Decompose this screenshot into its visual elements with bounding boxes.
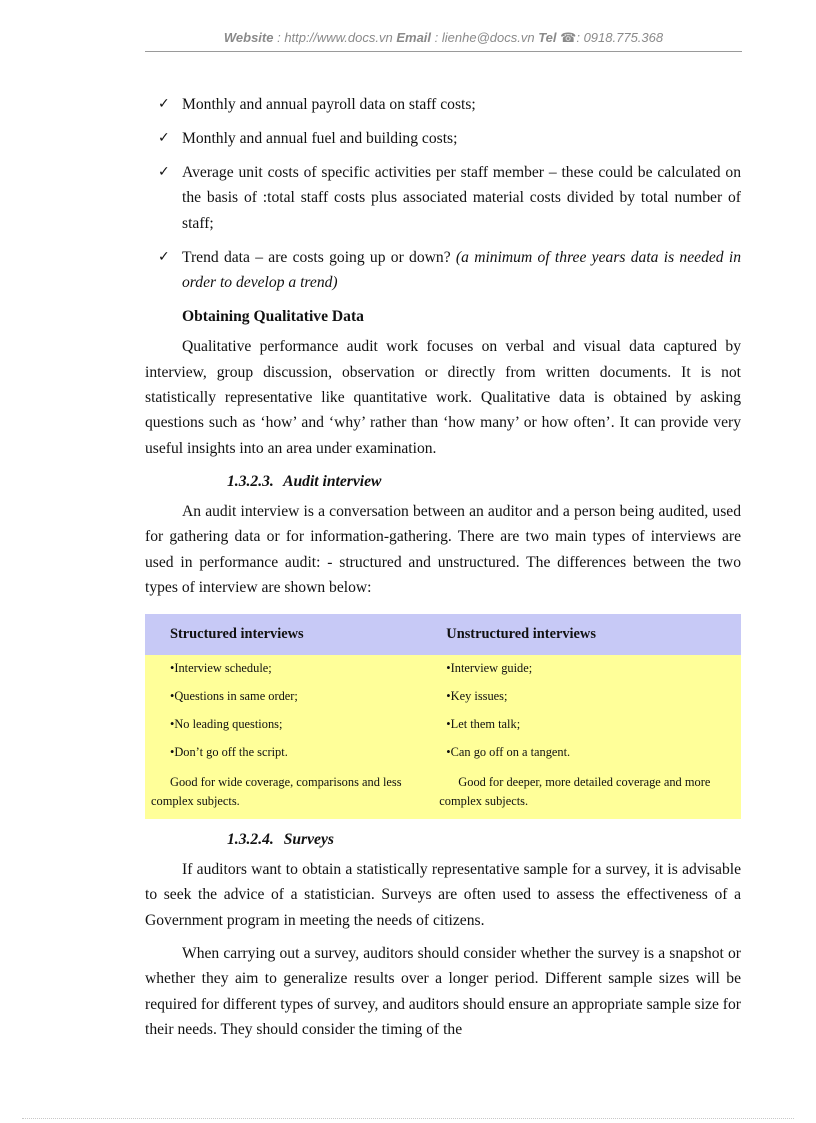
column-header-unstructured: Unstructured interviews bbox=[436, 614, 741, 655]
table-cell: Good for wide coverage, comparisons and less complex subjects. bbox=[145, 767, 436, 819]
section-number: 1.3.2.4. bbox=[227, 831, 274, 849]
website-label: Website bbox=[223, 30, 274, 45]
qualitative-heading: Obtaining Qualitative Data bbox=[182, 307, 364, 325]
email-address[interactable]: lienhe@docs.vn bbox=[441, 30, 535, 45]
phone-icon: ☎ bbox=[560, 30, 577, 45]
page-header: Website : http://www.docs.vn Email : lienhe@docs.vn Tel ☎: 0918.775.368 bbox=[223, 30, 664, 45]
table-cell: •Interview guide; bbox=[436, 655, 741, 683]
checkmark-icon: ✓ bbox=[158, 248, 170, 265]
bullet-text: Monthly and annual payroll data on staff costs; bbox=[182, 96, 476, 113]
table-cell: •Interview schedule; bbox=[145, 655, 436, 683]
email-label: Email bbox=[396, 30, 432, 45]
table-summary-row bbox=[145, 767, 741, 819]
table-cell: •Can go off on a tangent. bbox=[436, 739, 741, 767]
interview-comparison-table bbox=[145, 614, 741, 819]
cost-data-bullet bbox=[145, 92, 741, 117]
table-cell: •Don’t go off the script. bbox=[145, 739, 436, 767]
checkmark-icon: ✓ bbox=[158, 96, 170, 112]
page-bottom-border bbox=[22, 1118, 794, 1119]
table-cell: •Questions in same order; bbox=[145, 683, 436, 711]
table-cell: •Key issues; bbox=[436, 683, 741, 711]
audit-interview-paragraph: An audit interview is a conversation between an auditor and a person being audited, used for gathering data or for information-gathering. There are two main types of interviews are used in performance audit: - structured and unstructured. The differences between the two types of interview are shown below: bbox=[145, 502, 741, 596]
checkmark-icon: ✓ bbox=[158, 163, 170, 180]
table-row bbox=[145, 711, 741, 739]
cost-data-bullet bbox=[145, 245, 741, 296]
page-content bbox=[145, 92, 741, 1051]
section-title: Surveys bbox=[283, 831, 334, 849]
phone-number: 0918.775.368 bbox=[583, 30, 664, 45]
table-header-row bbox=[145, 614, 741, 655]
table-row bbox=[145, 739, 741, 767]
section-number: 1.3.2.3. bbox=[227, 473, 274, 491]
table-cell: •Let them talk; bbox=[436, 711, 741, 739]
cost-data-bullet bbox=[145, 160, 741, 236]
bullet-note: (a minimum of three years data is needed in order to develop a trend) bbox=[182, 248, 741, 291]
table-cell: •No leading questions; bbox=[145, 711, 436, 739]
surveys-paragraph: If auditors want to obtain a statistically representative sample for a survey, it is advisable to seek the advice of a statistician. Surveys are often used to assess the effectiveness of a Government program in meeting the needs of citizens. bbox=[145, 860, 741, 929]
checkmark-icon: ✓ bbox=[158, 129, 170, 146]
surveys-paragraph: When carrying out a survey, auditors should consider whether the survey is a snapshot or whether they aim to generalize results over a longer period. Different sample sizes will be required for different types of survey, and auditors should ensure an appropriate sample size for their needs. They should consider the timing of the bbox=[145, 944, 741, 1039]
bullet-text: Average unit costs of specific activities per staff member – these could be calculated on the basis of :total staff costs plus associated material costs divided by total number of staff; bbox=[182, 163, 741, 232]
tel-label: Tel bbox=[538, 30, 557, 45]
header-divider bbox=[145, 51, 742, 52]
column-header-structured: Structured interviews bbox=[145, 614, 436, 655]
cost-data-bullet bbox=[145, 126, 741, 151]
table-row bbox=[145, 683, 741, 711]
section-title: Audit interview bbox=[283, 473, 382, 491]
audit-interview-heading bbox=[227, 469, 741, 494]
website-url[interactable]: http://www.docs.vn bbox=[284, 30, 393, 45]
bullet-text: Trend data – are costs going up or down? bbox=[182, 248, 451, 266]
surveys-heading bbox=[227, 827, 741, 852]
qualitative-paragraph: Qualitative performance audit work focuses on verbal and visual data captured by interview, group discussion, observation or directly from written documents. It is not statistically representative like quantitative work. Qualitative data is obtained by asking questions such as ‘how’ and ‘why’ rather than ‘how many’ or how often’. It can provide very useful insights into an area under examination. bbox=[145, 338, 741, 457]
table-row bbox=[145, 655, 741, 683]
table-cell: Good for deeper, more detailed coverage and more complex subjects. bbox=[436, 767, 741, 819]
bullet-text: Monthly and annual fuel and building costs; bbox=[182, 129, 458, 147]
